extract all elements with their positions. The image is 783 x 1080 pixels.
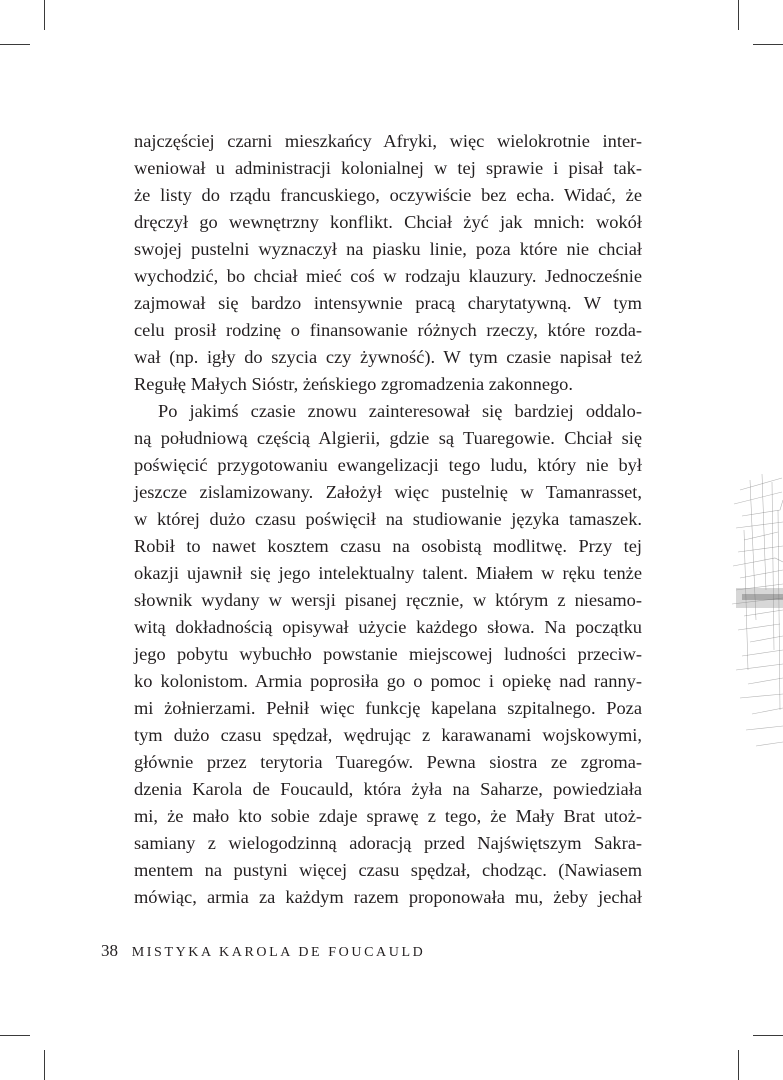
- text-line: ko kolonistom. Armia poprosiła go o pomoc i opiekę nad ranny-: [134, 671, 642, 691]
- crop-mark-top-left: [0, 44, 30, 45]
- text-line: mentem na pustyni więcej czasu spędzał, chodząc. (Nawiasem: [134, 860, 642, 880]
- text-line: weniował u administracji kolonialnej w tej sprawie i pisał tak-: [134, 158, 642, 178]
- text-line: dręczył go wewnętrzny konflikt. Chciał żyć jak mnich: wokół: [134, 212, 642, 232]
- text-line: zajmował się bardzo intensywnie pracą charytatywną. W tym: [134, 293, 642, 313]
- text-line: wychodzić, bo chciał mieć coś w rodzaju klauzury. Jednocześnie: [134, 266, 642, 286]
- edge-sketch-image: [730, 470, 783, 780]
- crop-mark-top-right-vertical: [738, 0, 739, 30]
- text-line: słownik wydany w wersji pisanej ręcznie, w którym z niesamo-: [134, 590, 642, 610]
- crop-mark-bottom-right: [753, 1035, 783, 1036]
- page-footer: [101, 941, 425, 961]
- text-line: najczęściej czarni mieszkańcy Afryki, więc wielokrotnie inter-: [134, 131, 642, 151]
- running-title: MISTYKA KAROLA DE FOUCAULD: [131, 945, 426, 960]
- text-line: dzenia Karola de Foucauld, która żyła na Saharze, powiedziała: [134, 779, 642, 799]
- text-line: celu prosił rodzinę o finansowanie różnych rzeczy, które rozda-: [134, 320, 642, 340]
- text-line: głównie przez terytoria Tuaregów. Pewna siostra ze zgroma-: [134, 752, 642, 772]
- text-line: ną południową częścią Algierii, gdzie są Tuaregowie. Chciał się: [134, 428, 642, 448]
- text-line: okazji ujawnił się jego intelektualny talent. Miałem w ręku tenże: [134, 563, 642, 583]
- text-line: witą dokładnością opisywał użycie każdego słowa. Na początku: [134, 617, 642, 637]
- text-line: mi, że mało kto sobie zdaje sprawę z tego, że Mały Brat utoż-: [134, 806, 642, 826]
- crop-mark-bottom-left: [0, 1035, 30, 1036]
- text-line: wał (np. igły do szycia czy żywność). W tym czasie napisał też: [134, 347, 642, 367]
- text-line: Po jakimś czasie znowu zainteresował się bardziej oddalo-: [158, 401, 642, 421]
- text-line: mówiąc, armia za każdym razem proponowała mu, żeby jechał: [134, 887, 642, 907]
- text-line: mi żołnierzami. Pełnił więc funkcję kapelana szpitalnego. Poza: [134, 698, 642, 718]
- text-line: w której dużo czasu poświęcił na studiowanie języka tamaszek.: [134, 509, 642, 529]
- crop-mark-top-right: [753, 44, 783, 45]
- crop-mark-bottom-left-vertical: [44, 1050, 45, 1080]
- text-line: Robił to nawet kosztem czasu na osobistą modlitwę. Przy tej: [134, 536, 642, 556]
- text-line: samiany z wielogodzinną adoracją przed Najświętszym Sakra-: [134, 833, 642, 853]
- text-line: jego pobytu wybuchło powstanie miejscowej ludności przeciw-: [134, 644, 642, 664]
- page-number: 38: [101, 941, 118, 960]
- text-line: jeszcze zislamizowany. Założył więc pustelnię w Tamanrasset,: [134, 482, 642, 502]
- text-line: poświęcić przygotowaniu ewangelizacji tego ludu, który nie był: [134, 455, 642, 475]
- crop-mark-bottom-right-vertical: [738, 1050, 739, 1080]
- text-line: że listy do rządu francuskiego, oczywiście bez echa. Widać, że: [134, 185, 642, 205]
- crop-mark-top-left-vertical: [44, 0, 45, 30]
- text-line: swojej pustelni wyznaczył na piasku linie, poza które nie chciał: [134, 239, 642, 259]
- text-line: Regułę Małych Sióstr, żeńskiego zgromadzenia zakonnego.: [134, 374, 573, 394]
- text-line: tym dużo czasu spędzał, wędrując z karawanami wojskowymi,: [134, 725, 642, 745]
- body-text: [134, 128, 642, 911]
